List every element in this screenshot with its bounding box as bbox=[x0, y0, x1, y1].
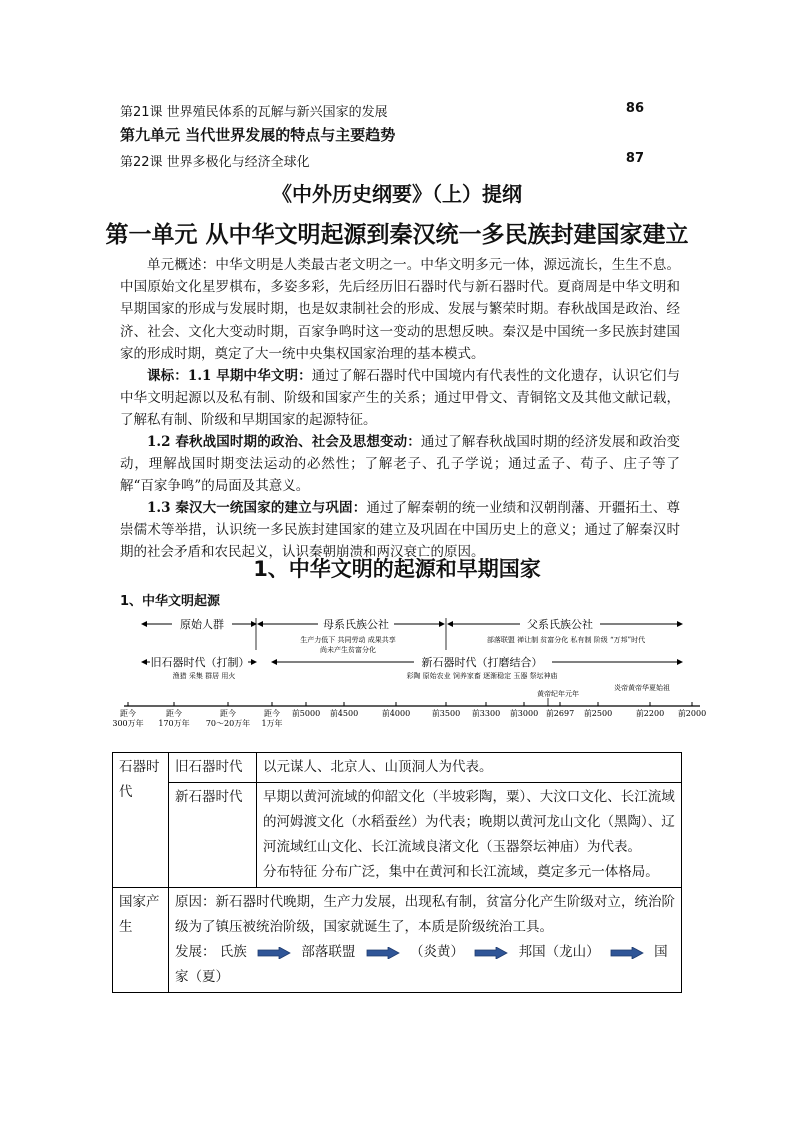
unit-overview bbox=[120, 254, 680, 365]
category-stone-age: 石器时代 bbox=[113, 753, 169, 888]
state-origin-cause: 原因：新石器时代晚期，生产力发展，出现私有制，贫富分化产生阶级对立，统治阶级为了镇压被统治阶级，国家就诞生了，本质是阶级统治工具。 bbox=[175, 894, 675, 935]
state-development bbox=[175, 940, 675, 990]
toc-line-3 bbox=[120, 151, 660, 170]
neolithic-cultures: 早期以黄河流域的仰韶文化（半坡彩陶，粟）、大汶口文化、长江流域的河姆渡文化（水稻蚕丝）为代表；晚期以黄河龙山文化（黑陶）、辽河流域红山文化、长江流域良渚文化（玉器祭坛神庙）为代表。 bbox=[263, 789, 675, 855]
standard-1-1 bbox=[120, 365, 680, 432]
standard-1-2-label: 1.2 春秋战国时期的政治、社会及思想变动： bbox=[147, 434, 421, 450]
timeline-tick-label: 前5000 bbox=[291, 709, 321, 718]
toc-line-3-page: 87 bbox=[625, 151, 644, 166]
timeline-tick-sublabel: 70～20万年 bbox=[205, 719, 251, 728]
band-patriarchal-label: 父系氏族公社 bbox=[527, 618, 593, 631]
development-step-polity: 邦国（龙山） bbox=[518, 944, 600, 960]
neolithic-content bbox=[257, 783, 682, 888]
unit-overview-text: 单元概述：中华文明是人类最古老文明之一。中华文明多元一体，源远流长，生生不息。中国原始文化星罗棋布，多姿多彩，先后经历旧石器时代与新石器时代。夏商周是中华文明和早期国家的形成与发展时期，也是奴隶制社会的形成、发展与繁荣时期。春秋战国是政治、经济、社会、文化大变动时期，百家争鸣时这一变动的思想反映。秦汉是中国统一多民族封建国家的形成时期，奠定了大一统中央集权国家治理的基本模式。 bbox=[120, 257, 680, 362]
standard-1-2-text: 通过了解春秋战国时期的经济发展和政治变动，理解战国时期变法运动的必然性；了解老子、孔子学说；通过孟子、荀子、庄子等了解“百家争鸣”的局面及其意义。 bbox=[120, 434, 681, 495]
timeline-tick-label: 距今 bbox=[120, 709, 136, 718]
table-row bbox=[113, 783, 682, 888]
category-state-origin: 国家产生 bbox=[113, 888, 169, 993]
timeline-tick-label: 前3000 bbox=[509, 709, 539, 718]
timeline-tick-label: 前2500 bbox=[583, 709, 613, 718]
table-row bbox=[113, 888, 682, 993]
band-matriarchal-note2: 尚未产生贫富分化 bbox=[320, 646, 376, 654]
timeline-tick-label: 距今 bbox=[264, 709, 280, 718]
subcategory-paleolithic: 旧石器时代 bbox=[169, 753, 257, 783]
section-title: 1、中华文明起源 bbox=[120, 594, 221, 609]
paleolithic-note: 渔猎 采集 群居 用火 bbox=[172, 672, 236, 680]
timeline-tick-sublabel: 1万年 bbox=[261, 719, 283, 728]
state-origin-content bbox=[169, 888, 682, 993]
band-matriarchal-label: 母系氏族公社 bbox=[323, 618, 389, 631]
civilization-timeline bbox=[110, 610, 710, 728]
stone-age-state-table bbox=[112, 752, 682, 993]
development-step-clan: 氏族 bbox=[219, 944, 247, 960]
table-row bbox=[113, 753, 682, 783]
development-label: 发展： bbox=[175, 944, 216, 960]
lesson-title: 1、中华文明的起源和早期国家 bbox=[253, 557, 541, 581]
event-yan-huang: 炎帝黄帝华夏始祖 bbox=[614, 684, 670, 692]
paleolithic-content: 以元谋人、北京人、山顶洞人为代表。 bbox=[257, 753, 682, 783]
toc-line-1 bbox=[120, 101, 660, 120]
timeline-tick-label: 距今 bbox=[166, 709, 182, 718]
arrow-right-icon bbox=[366, 947, 400, 959]
neolithic-note: 彩陶 原始农业 饲养家畜 逐渐稳定 玉器 祭坛神庙 bbox=[406, 672, 558, 680]
arrow-right-icon bbox=[474, 947, 508, 959]
standard-1-2 bbox=[120, 431, 680, 498]
paleolithic-label: 旧石器时代（打制） bbox=[150, 656, 250, 669]
outline-title: 《中外历史纲要》（上）提纲 bbox=[272, 182, 522, 206]
toc-line-2-label: 第九单元 当代世界发展的特点与主要趋势 bbox=[120, 126, 396, 144]
standard-1-3-label: 1.3 秦汉大一统国家的建立与巩固： bbox=[147, 500, 367, 516]
timeline-tick-label: 前3500 bbox=[431, 709, 461, 718]
neolithic-distribution: 分布特征 分布广泛，集中在黄河和长江流域，奠定多元一体格局。 bbox=[263, 864, 659, 880]
subcategory-neolithic: 新石器时代 bbox=[169, 783, 257, 888]
toc-line-1-label: 第21课 世界殖民体系的瓦解与新兴国家的发展 bbox=[120, 105, 388, 120]
standard-1-3-text: 通过了解秦朝的统一业绩和汉朝削藩、开疆拓土、尊崇儒术等举措，认识统一多民族封建国家的建立及巩固在中国历史上的意义；通过了解秦汉时期的社会矛盾和农民起义，认识秦朝崩溃和两汉衰亡的原因。 bbox=[120, 500, 681, 561]
timeline-tick-label: 前4000 bbox=[381, 709, 411, 718]
timeline-tick-label: 距今 bbox=[220, 709, 236, 718]
unit-title: 第一单元 从中华文明起源到秦汉统一多民族封建国家建立 bbox=[105, 222, 689, 248]
toc-line-1-page: 86 bbox=[625, 101, 644, 116]
timeline-tick-label: 前4500 bbox=[329, 709, 359, 718]
standard-1-1-text: 通过了解石器时代中国境内有代表性的文化遗存，认识它们与中华文明起源以及私有制、阶级和国家产生的关系；通过甲骨文、青铜铭文及其他文献记载，了解私有制、阶级和早期国家的起源特征。 bbox=[120, 368, 680, 429]
arrow-right-icon bbox=[257, 947, 291, 959]
band-primitive-label: 原始人群 bbox=[180, 618, 224, 631]
timeline-tick-label: 前3300 bbox=[471, 709, 501, 718]
development-step-yanhuang: （炎黄） bbox=[409, 944, 464, 960]
timeline-tick-label: 前2000 bbox=[677, 709, 707, 718]
toc-line-2 bbox=[120, 124, 660, 145]
timeline-tick-sublabel: 170万年 bbox=[158, 719, 190, 728]
timeline-tick-label: 前2200 bbox=[635, 709, 665, 718]
standard-1-1-label: 课标：1.1 早期中华文明： bbox=[147, 368, 312, 384]
toc-line-3-label: 第22课 世界多极化与经济全球化 bbox=[120, 155, 310, 170]
event-huangdi-year: 黄帝纪年元年 bbox=[537, 690, 579, 698]
arrow-right-icon bbox=[610, 947, 644, 959]
development-step-tribal-alliance: 部落联盟 bbox=[301, 944, 356, 960]
band-patriarchal-note: 部落联盟 禅让制 贫富分化 私有制 阶级 “万邦”时代 bbox=[486, 636, 646, 644]
neolithic-label: 新石器时代（打磨结合） bbox=[421, 656, 543, 669]
timeline-tick-sublabel: 300万年 bbox=[112, 719, 144, 728]
band-matriarchal-note1: 生产力低下 共同劳动 成果共享 bbox=[300, 636, 396, 644]
development-step-xia-state: 国家（夏） bbox=[175, 944, 668, 985]
timeline-tick-label: 前2697 bbox=[545, 709, 575, 718]
